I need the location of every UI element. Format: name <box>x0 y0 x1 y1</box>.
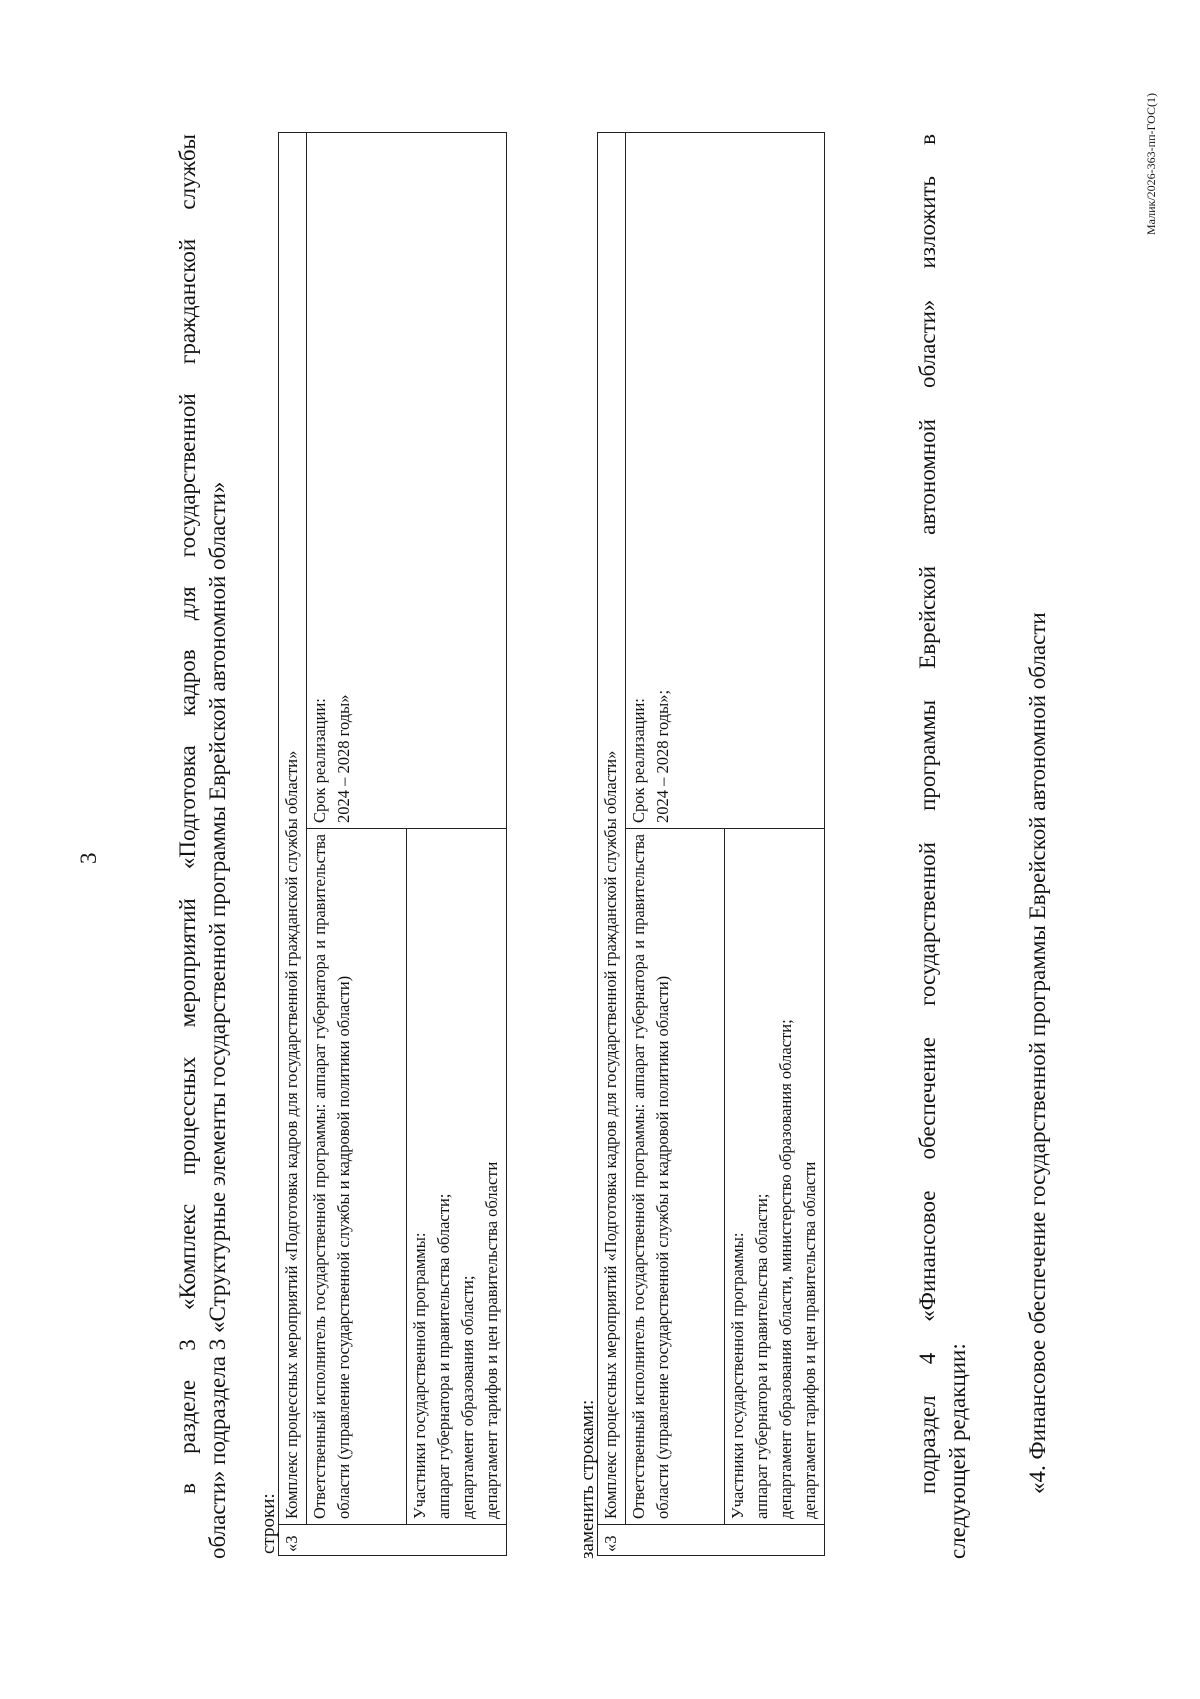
responsible-cell: Ответственный исполнитель государственной программы: аппарат губернатора и правительства области (управление государственной службы и кадровой политики области) <box>307 829 407 1525</box>
section-4-title: «4. Финансовое обеспечение государственной программы Еврейской автономной области <box>1025 612 1050 1494</box>
intro-line-2: области» подраздела 3 «Структурные элементы государственной программы Еврейской автономной области» <box>205 481 230 1559</box>
term-label: Срок реализации: <box>629 698 648 823</box>
table-header-cell <box>598 133 626 1525</box>
table-header-cell <box>279 133 307 1525</box>
subsection-4-line-2: следующей редакции: <box>945 1343 970 1559</box>
participant-item: департамент тарифов и цен правительства области <box>800 1161 819 1519</box>
table-row <box>626 133 725 1556</box>
document-code: Малик/2026-363-пп-ГОС(1) <box>1144 93 1158 235</box>
responsible-cell: Ответственный исполнитель государственной программы: аппарат губернатора и правительства области (управление государственной службы и кадровой политики области) <box>626 829 725 1525</box>
subsection-4-line-1: подраздел 4 «Финансовое обеспечение государственной программы Еврейской автономной области» изложить в <box>915 134 940 1494</box>
new-rows-table <box>597 132 825 1556</box>
complex-title: Комплекс процессных мероприятий «Подготовка кадров для государственной гражданской службы области» <box>601 750 620 1519</box>
participants-cell <box>407 829 507 1525</box>
row-number: «3 <box>279 1525 507 1556</box>
participant-item: департамент тарифов и цен правительства области <box>482 1161 501 1519</box>
participants-title: Участники государственной программы: <box>728 1232 747 1519</box>
participant-item: департамент образования области, министерство образования области; <box>776 1019 795 1519</box>
term-value: 2024 – 2028 годы» <box>334 694 353 823</box>
page-number: 3 <box>76 852 101 864</box>
term-value: 2024 – 2028 годы»; <box>653 689 672 823</box>
participants-cell <box>725 829 825 1525</box>
participant-item: аппарат губернатора и правительства области; <box>752 1193 771 1519</box>
intro-line-1: в разделе 3 «Комплекс процессных мероприятий «Подготовка кадров для государственной гражданской службы <box>175 134 200 1494</box>
term-label: Срок реализации: <box>310 698 329 823</box>
complex-title: Комплекс процессных мероприятий «Подготовка кадров для государственной гражданской службы области» <box>282 750 301 1519</box>
participant-item: департамент образования области; <box>458 1275 477 1519</box>
participant-item: аппарат губернатора и правительства области; <box>434 1193 453 1519</box>
old-rows-table <box>278 132 507 1556</box>
table-row <box>279 133 307 1556</box>
participants-title: Участники государственной программы: <box>410 1232 429 1519</box>
rows-label: строки: <box>258 1493 279 1554</box>
replace-label: заменить строками: <box>577 1399 598 1559</box>
table-row <box>307 133 407 1556</box>
row-number: «3 <box>598 1525 825 1556</box>
table-row <box>598 133 626 1556</box>
term-cell <box>626 133 825 829</box>
term-cell <box>307 133 507 829</box>
